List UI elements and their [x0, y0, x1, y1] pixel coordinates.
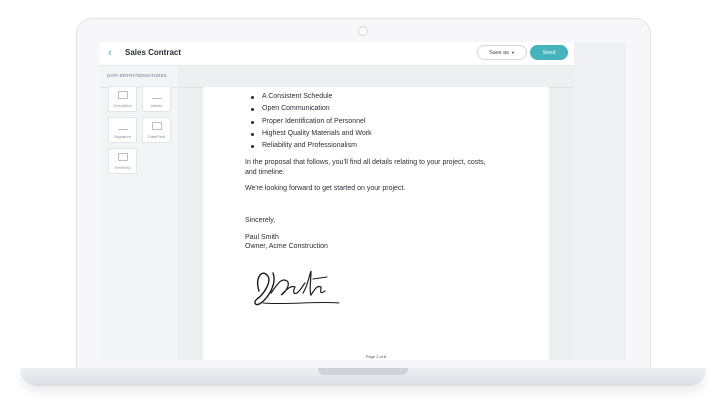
signer-title: Owner, Acme Construction	[245, 243, 328, 250]
page-indicator: Page 2 of 8	[365, 354, 387, 359]
closing: Sincerely,	[245, 217, 276, 224]
save-as-label: Save as	[489, 49, 509, 56]
send-button[interactable]: Send	[530, 45, 568, 60]
signature-icon	[118, 122, 128, 130]
tool-signature[interactable]	[108, 117, 137, 143]
list-item: Open Communication	[249, 103, 372, 115]
chevron-down-icon: ▼	[510, 50, 515, 55]
tool-checkbox[interactable]	[108, 86, 137, 112]
list-item: Proper Identification of Personnel	[249, 116, 372, 128]
tool-label: Initials	[150, 103, 163, 108]
checkbox-icon	[118, 91, 128, 99]
handwritten-signature	[247, 263, 347, 311]
tool-date-field[interactable]	[142, 117, 171, 143]
laptop-notch	[318, 368, 408, 375]
date-field-icon	[152, 122, 162, 130]
tool-label: CheckBox	[113, 103, 132, 108]
app-screen	[100, 42, 626, 360]
document-title: Sales Contract	[125, 48, 182, 57]
list-item: Highest Quality Materials and Work	[249, 128, 372, 140]
document-page	[203, 87, 549, 360]
data-entry-panel	[100, 67, 180, 360]
panel-title: DATA ENTRY/SIGNATURES	[107, 73, 167, 78]
tool-label: TextField	[114, 165, 131, 170]
tool-text-field[interactable]	[108, 148, 137, 174]
paragraph: We're looking forward to get started on your project.	[245, 185, 406, 192]
tool-label: Signature	[113, 134, 132, 139]
save-as-button[interactable]	[477, 45, 527, 60]
list-item: A Consistent Schedule	[249, 91, 372, 103]
paragraph-line: and timeline.	[245, 169, 285, 176]
list-item: Reliability and Professionalism	[249, 140, 372, 152]
bullet-list	[249, 91, 372, 152]
back-arrow-icon[interactable]: ‹	[108, 47, 112, 59]
signer-name: Paul Smith	[245, 234, 279, 241]
tool-label: DateField	[147, 134, 166, 139]
initials-icon	[152, 91, 162, 99]
text-field-icon	[118, 153, 128, 161]
camera-icon	[358, 26, 368, 36]
tool-initials[interactable]	[142, 86, 171, 112]
app-header	[100, 42, 574, 66]
paragraph-line: In the proposal that follows, you'll find all details relating to your project, costs,	[245, 159, 486, 166]
right-gutter	[574, 42, 626, 360]
